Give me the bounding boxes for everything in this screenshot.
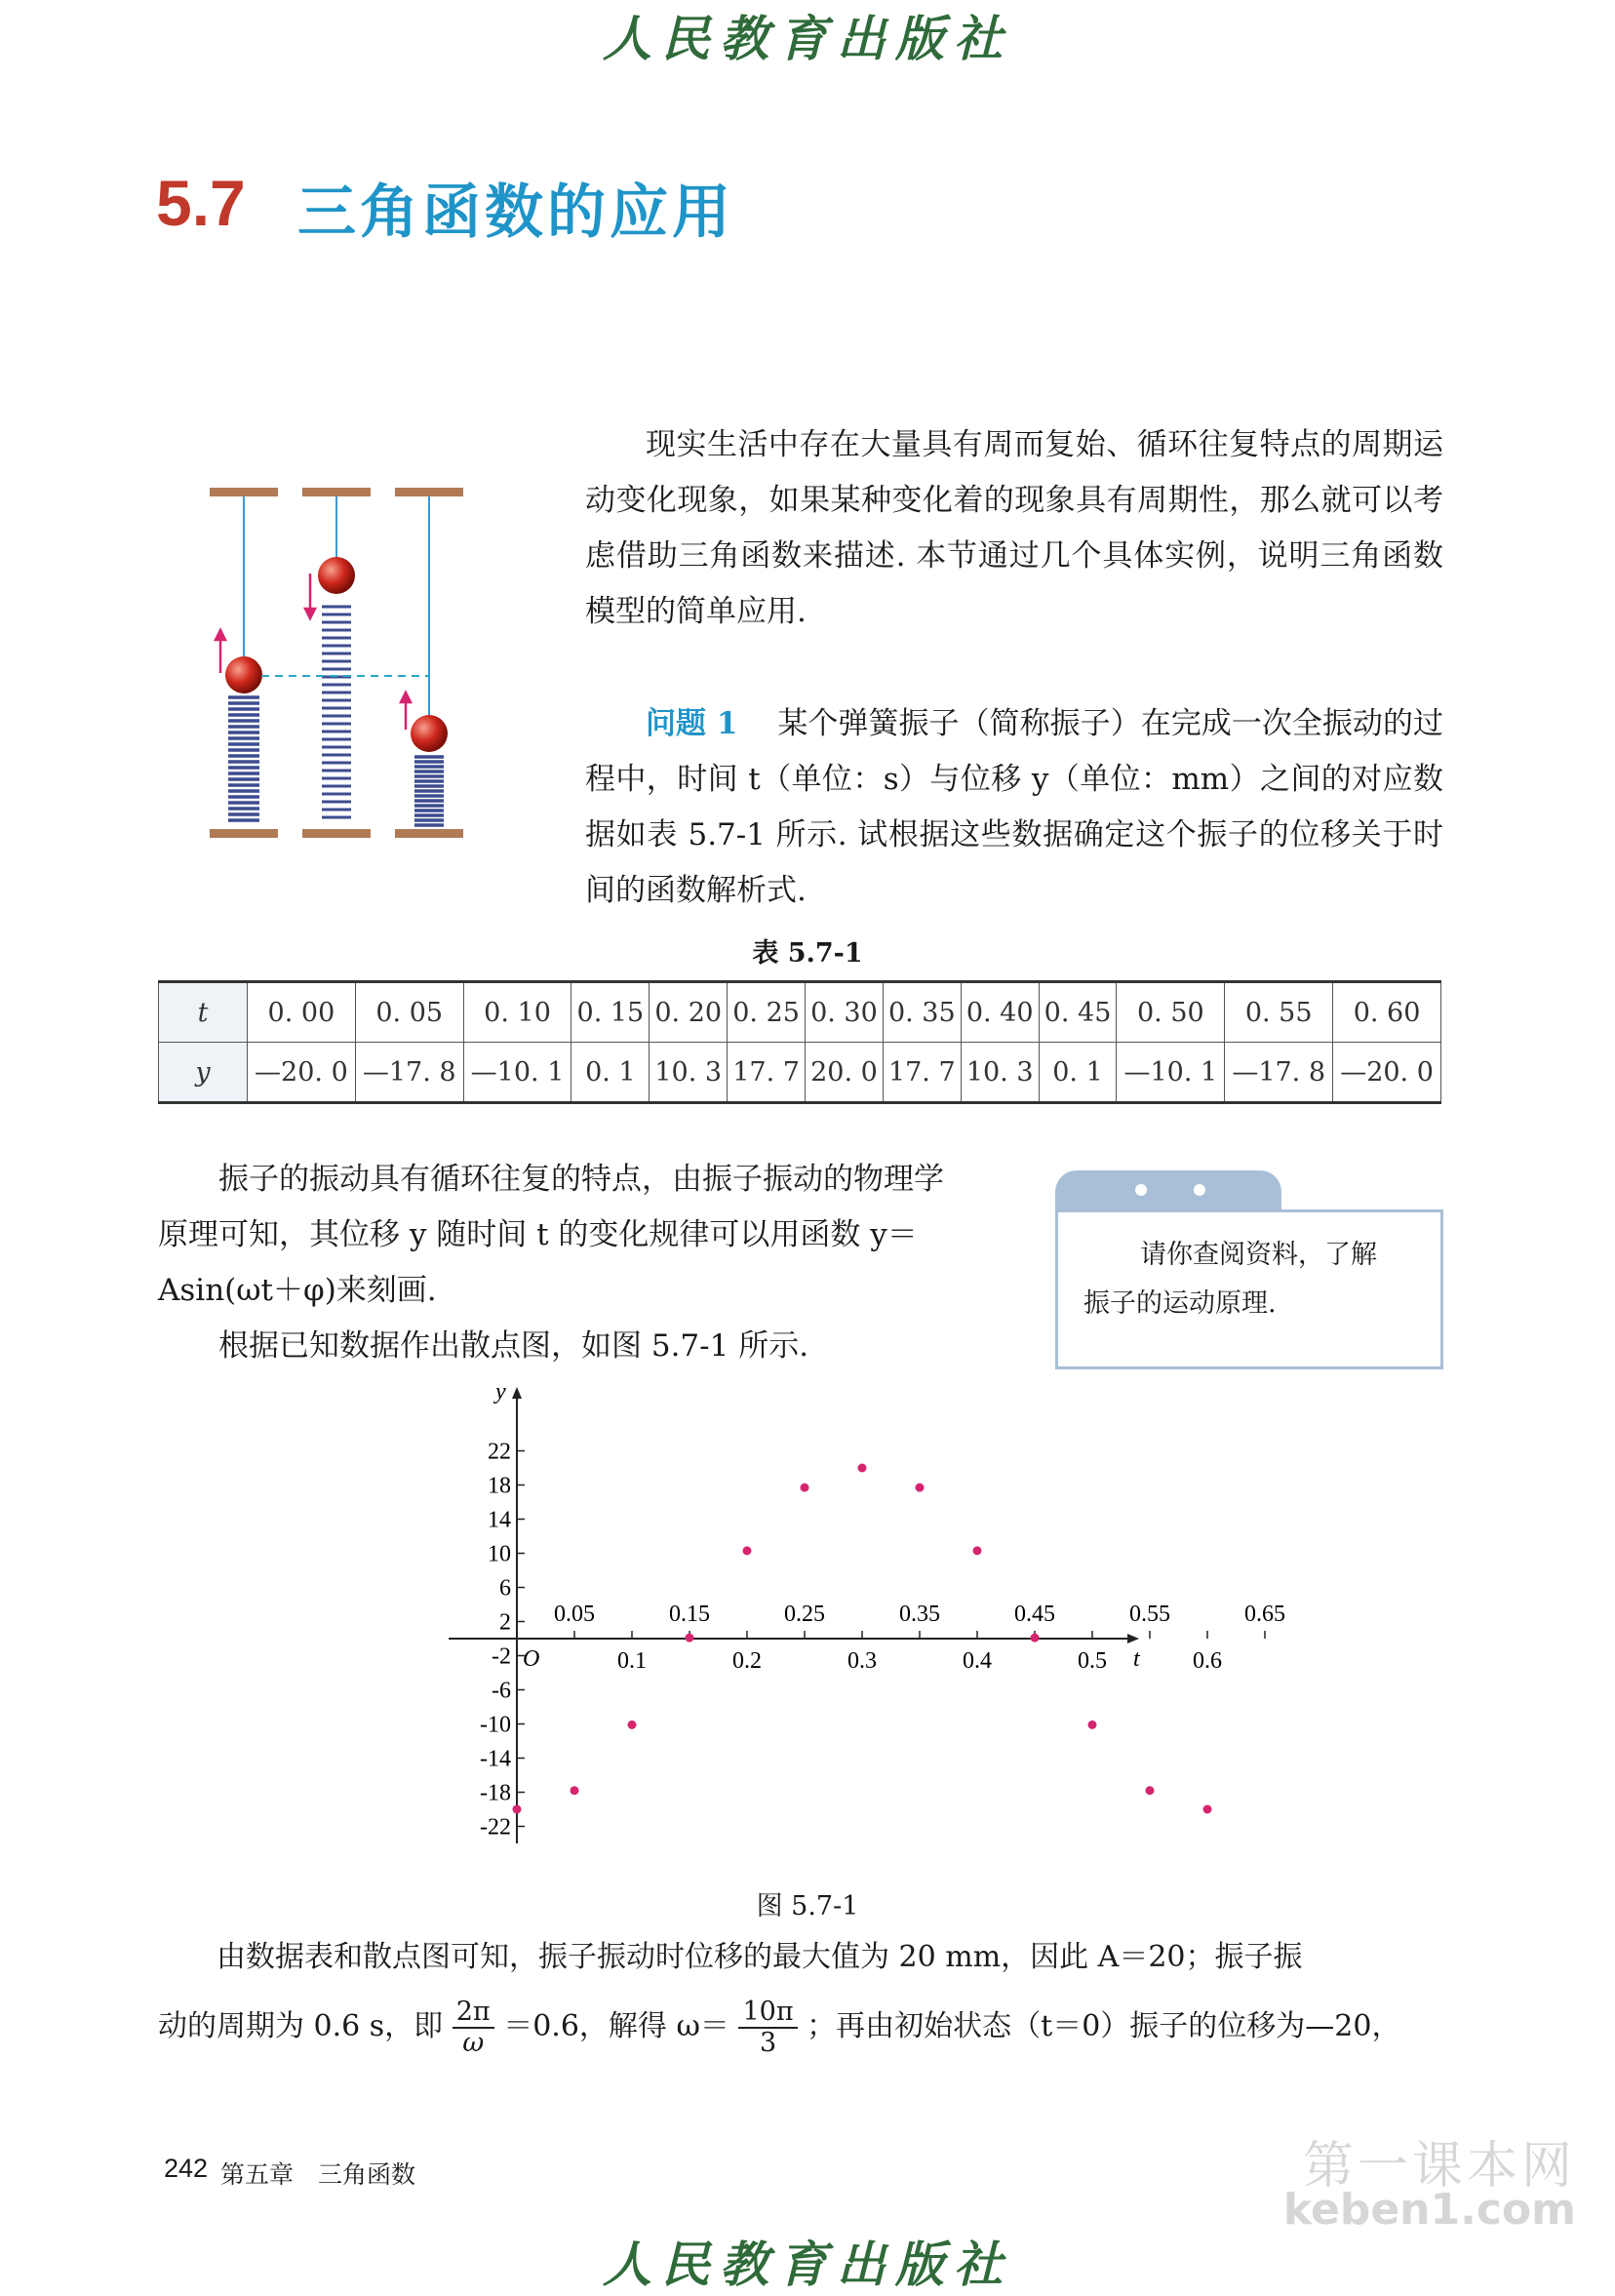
body-paragraph-1 (158, 1152, 1036, 1319)
table-cell-t: 0. 25 (728, 982, 806, 1043)
data-point (686, 1634, 694, 1643)
x-tick-label: 0.55 (1129, 1602, 1170, 1627)
x-tick-label: 0.05 (554, 1602, 595, 1627)
spring-2 (322, 607, 351, 817)
table-cell-y: 20. 0 (806, 1043, 884, 1103)
note-line-1: 请你查阅资料，了解 (1140, 1240, 1377, 1270)
fraction-10pi-3: $\frac{10\pi}{3}$ (738, 1998, 797, 2058)
data-point (628, 1721, 637, 1729)
ball (411, 715, 448, 752)
spring-oscillator-illustration (195, 468, 488, 849)
top-bar (395, 488, 463, 496)
data-point (571, 1786, 579, 1795)
bottom-bar (302, 829, 371, 838)
body-line: Asin(ωt＋φ)来刻画. (158, 1273, 437, 1308)
data-point (743, 1546, 752, 1555)
data-point (1146, 1786, 1155, 1795)
data-point (513, 1805, 522, 1814)
x-axis-arrow (1127, 1634, 1139, 1643)
table-cell-y: 0. 1 (1039, 1043, 1117, 1103)
data-point (1031, 1634, 1040, 1643)
table-row-t (159, 982, 1441, 1043)
chapter-label: 第五章 三角函数 (220, 2160, 416, 2189)
y-tick-label: -10 (480, 1712, 511, 1738)
note-line-2: 振子的运动原理. (1083, 1288, 1277, 1319)
x-tick-label: 0.45 (1014, 1602, 1055, 1627)
table-cell-y: 10. 3 (961, 1043, 1039, 1103)
y-tick-label: 2 (499, 1609, 511, 1636)
note-tab (1055, 1170, 1281, 1211)
intro-paragraph: 现实生活中存在大量具有周而复始、循环往复特点的周期运动变化现象，如果某种变化着的现象具有周期性，那么就可以考虑借助三角函数来描述. 本节通过几个具体实例，说明三角函数模型的简单应用. (585, 427, 1443, 629)
table-cell-y: —10. 1 (463, 1043, 571, 1103)
x-tick-label: 0.25 (784, 1602, 825, 1627)
x-tick-label: 0.2 (732, 1648, 762, 1674)
table-cell-t: 0. 00 (248, 982, 356, 1043)
data-point (1203, 1805, 1212, 1814)
data-table (158, 980, 1441, 1104)
table-cell-t: 0. 10 (463, 982, 571, 1043)
note-dot (1194, 1184, 1205, 1196)
table-cell-y: —20. 0 (1333, 1043, 1441, 1103)
conclusion-line-1: 由数据表和散点图可知，振子振动时位移的最大值为 20 mm，因此 A＝20；振子振 (217, 1940, 1303, 1974)
y-axis-arrow (512, 1387, 522, 1399)
table-cell-y: —17. 8 (1225, 1043, 1333, 1103)
table-cell-y: 17. 7 (883, 1043, 961, 1103)
data-point (1088, 1721, 1097, 1729)
top-bar (210, 488, 278, 496)
body-paragraph-2: 根据已知数据作出散点图，如图 5.7-1 所示. (218, 1328, 809, 1364)
table-cell-t: 0. 45 (1039, 982, 1117, 1043)
y-tick-label: -2 (492, 1643, 511, 1670)
spring-3 (414, 757, 444, 825)
y-tick-label: -6 (492, 1678, 511, 1704)
table-caption: 表 5.7-1 (752, 938, 863, 969)
x-tick-label: 0.65 (1244, 1602, 1285, 1627)
table-row-label: y (159, 1043, 248, 1103)
y-tick-label: 18 (488, 1473, 511, 1499)
watermark-en: keben1.com (1282, 2185, 1576, 2235)
table-cell-t: 0. 15 (571, 982, 650, 1043)
y-tick-label: 10 (488, 1541, 511, 1567)
data-point (801, 1484, 809, 1492)
ball (318, 557, 355, 594)
y-tick-label: 6 (499, 1575, 511, 1602)
x-tick-label: 0.1 (617, 1648, 647, 1674)
y-tick-label: -18 (480, 1780, 511, 1806)
bottom-bar (395, 829, 463, 838)
body-line: 原理可知，其位移 y 随时间 t 的变化规律可以用函数 y＝ (158, 1217, 918, 1252)
table-cell-t: 0. 20 (650, 982, 728, 1043)
ball (225, 656, 262, 693)
table-row-y (159, 1043, 1441, 1103)
page-number: 242 (164, 2154, 209, 2183)
fraction-2pi-omega: $\frac{2\pi}{\omega}$ (453, 1998, 494, 2058)
x-tick-label: 0.35 (899, 1602, 940, 1627)
note-box (1055, 1209, 1443, 1369)
table-cell-t: 0. 30 (806, 982, 884, 1043)
table-cell-t: 0. 60 (1333, 982, 1441, 1043)
table-cell-y: 17. 7 (728, 1043, 806, 1103)
publisher-header: 人民教育出版社 (603, 10, 1012, 67)
bottom-bar (210, 829, 278, 838)
table-cell-t: 0. 55 (1225, 982, 1333, 1043)
y-tick-label: -22 (480, 1814, 511, 1841)
scatter-chart (429, 1375, 1285, 1853)
data-point (973, 1546, 982, 1555)
y-tick-label: 22 (488, 1439, 511, 1465)
data-point (858, 1464, 867, 1473)
spring-1 (228, 694, 259, 829)
table-cell-y: —17. 8 (355, 1043, 463, 1103)
top-bar (302, 488, 371, 496)
x-tick-label: 0.4 (963, 1648, 992, 1674)
body-line: 振子的振动具有循环往复的特点，由振子振动的物理学 (218, 1162, 944, 1197)
publisher-footer: 人民教育出版社 (603, 2236, 1012, 2293)
table-cell-t: 0. 40 (961, 982, 1039, 1043)
table-cell-y: 10. 3 (650, 1043, 728, 1103)
table-cell-y: —20. 0 (248, 1043, 356, 1103)
origin-label: O (523, 1646, 540, 1672)
x-tick-label: 0.6 (1193, 1648, 1222, 1674)
table-cell-y: 0. 1 (571, 1043, 650, 1103)
y-tick-label: -14 (480, 1746, 511, 1772)
table-cell-t: 0. 50 (1117, 982, 1225, 1043)
section-number: 5.7 (156, 167, 246, 239)
x-tick-label: 0.15 (669, 1602, 710, 1627)
x-tick-label: 0.5 (1078, 1648, 1107, 1674)
watermark-cn: 第一课本网 (1302, 2137, 1576, 2196)
conclusion-line-2: 动的周期为 0.6 s，即 $\frac{2\pi}{\omega}$ ＝0.6，解得 ω＝ $\frac{10\pi}{3}$ ；再由初始状态（t＝0）振子的位移为—20， (158, 1997, 1401, 2058)
note-dot (1135, 1184, 1147, 1196)
problem-text: 某个弹簧振子（简称振子）在完成一次全振动的过程中，时间 t（单位：s）与位移 y（单位：mm）之间的对应数据如表 5.7-1 所示. 试根据这些数据确定这个振子的位移关于时间的函数解析式. (585, 706, 1443, 908)
table-cell-y: —10. 1 (1117, 1043, 1225, 1103)
section-title: 三角函数的应用 (297, 178, 734, 247)
problem-paragraph (585, 696, 1443, 919)
figure-caption: 图 5.7-1 (756, 1891, 859, 1921)
y-tick-label: 14 (488, 1507, 511, 1533)
data-point (916, 1484, 925, 1492)
x-axis-label: t (1133, 1646, 1140, 1672)
table-cell-t: 0. 35 (883, 982, 961, 1043)
problem-label: 问题 1 (646, 706, 738, 741)
table-row-label: t (159, 982, 248, 1043)
y-axis-label: y (495, 1379, 506, 1405)
x-tick-label: 0.3 (847, 1648, 877, 1674)
table-cell-t: 0. 05 (355, 982, 463, 1043)
